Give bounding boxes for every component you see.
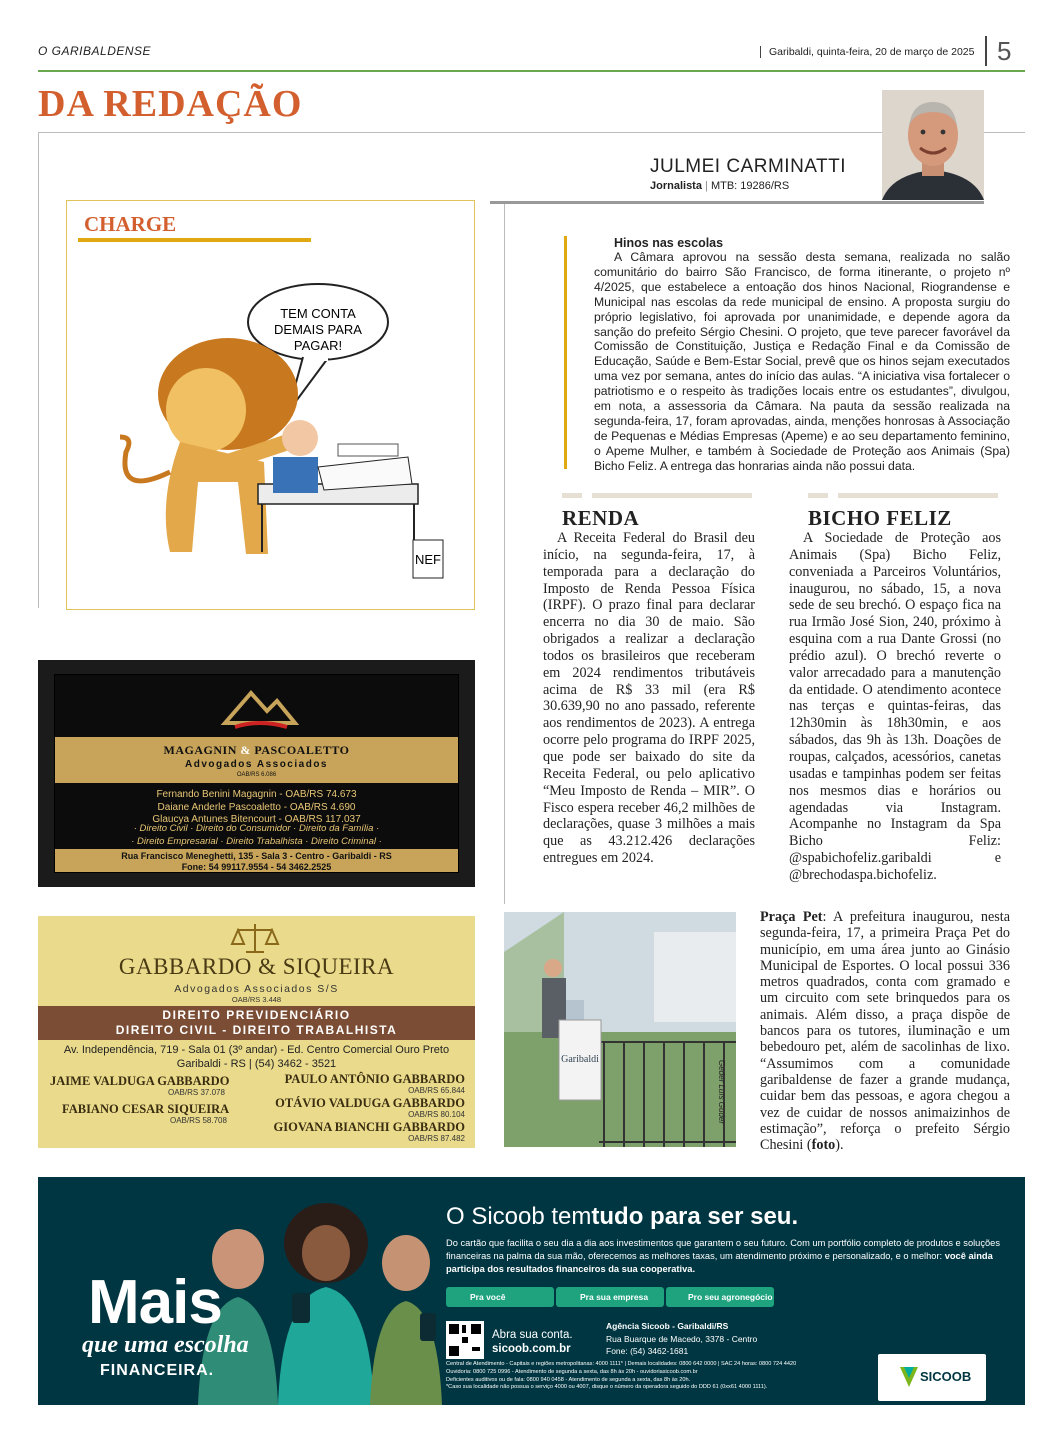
ad2-areas: DIREITO PREVIDENCIÁRIO DIREITO CIVIL - DIREITO TRABALHISTA (38, 1006, 475, 1040)
ad2-lawyer-5: GIOVANA BIANCHI GABBARDO (273, 1120, 465, 1134)
praca-pet-foto: foto (811, 1137, 836, 1154)
hinos-text: A Câmara aprovou na sessão desta semana, realizada no salão comunitário do bairro São Francisco, de forma itinerante, o projeto nº 4/2025, que estabelece a entoação dos hinos Nacional, Riograndense e Municipal nas escolas da rede municipal de ensino. A proposta surgiu do próprio legislativo, foi aprovada por unanimidade, e depende agora da sanção do prefeito Sérgio Chesini. O projeto, que teve parecer favorável da Comissão de Constituição, Justiça e Redação Final e da Comissão de Educação, Saúde e Bem-Estar Social, prevê que os hinos sejam executados uma vez por semana, antes do início das aulas. “A iniciativa visa fortalecer o patriotismo e o respeito às tradições locais entre os estudantes”, divulgou, em nota, a assessoria da Câmara. Na pauta da sessão realizada na segunda-feira, 17, foram aprovadas, ainda, menções honrosas à Associação de Pequenas e Médias Empresas (Apeme) e ao seu departamento feminino, o Apeme Mulher, e também à Sociedade de Proteção aos Animais (Spa) Bicho Feliz. A entrega das honrarias ainda não possui data. (594, 250, 1010, 473)
speech-line-2: DEMAIS PARA (274, 322, 362, 337)
ad1-sub: Advogados Associados (185, 759, 328, 770)
scales-icon (230, 920, 280, 956)
sicoob-headline: O Sicoob temtudo para ser seu. (446, 1203, 799, 1230)
author-mtb: MTB: 19286/RS (710, 180, 790, 192)
qr-code-icon[interactable] (446, 1321, 484, 1359)
ad1-oab: OAB/RS 6.086 (236, 772, 277, 778)
charge-title: CHARGE (84, 212, 177, 236)
sicoob-logo-text: SICOOB (920, 1369, 972, 1384)
charge-title-bar (78, 238, 311, 242)
header-rule (38, 70, 1025, 72)
open-account: Abra sua conta. (492, 1329, 573, 1341)
hinos-accent-bar (564, 236, 567, 469)
ad2-lawyer-3: PAULO ANTÔNIO GABBARDO (284, 1072, 465, 1086)
renda-deco-left (562, 493, 582, 498)
ad-magagnin[interactable] (38, 660, 475, 887)
ad2-lawyer-2: FABIANO CESAR SIQUEIRA (62, 1102, 230, 1116)
author-name: JULMEI CARMINATTI (650, 156, 847, 177)
ad1-firm-name: MAGAGNIN & PASCOALETTO (163, 743, 350, 757)
bicho-title: BICHO FELIZ (808, 506, 952, 530)
slogan-financeira: FINANCEIRA. (100, 1362, 215, 1379)
bicho-deco-right (838, 493, 998, 498)
renda-deco-right (592, 493, 752, 498)
ad-gabbardo[interactable] (38, 916, 475, 1148)
speech-line-3: PAGAR! (293, 338, 343, 353)
ad2-oab-1: OAB/RS 37.078 (168, 1088, 225, 1097)
ad1-lawyers: Fernando Benini Magagnin - OAB/RS 74.673 Daiane Anderle Pascoaletto - OAB/RS 4.690 Glaucya Antunes Bitencourt - OAB/RS 117.037 (55, 783, 458, 849)
renda-title: RENDA (562, 506, 640, 530)
sicoob-body: Do cartão que facilita o seu dia a dia aos investimentos que garantem o seu futuro. Com um portfólio completo de produtos e soluções financeiras na palma da sua mão, oferecemos as melhores taxas, um atendimento próximo e personalizado, e o melhor: você ainda participa dos resultados financeiros da sua cooperativa. (446, 1238, 1000, 1274)
ad1-areas: · Direito Civil · Direito do Consumidor · Direito da Família · · Direito Empresarial · Direito Trabalhista · Direito Criminal · (131, 823, 382, 847)
praca-pet-lead: Praça Pet (760, 909, 823, 925)
author-role: Jornalista | MTB: 19286/RS (650, 180, 790, 192)
edition-date: Garibaldi, quinta-feira, 20 de março de 2025 (760, 46, 974, 58)
section-title: DA REDAÇÃO (38, 83, 303, 125)
slogan-mais: Mais (88, 1268, 222, 1337)
slogan-escolha: que uma escolha (82, 1332, 249, 1358)
ad1-logo-area (55, 675, 458, 737)
praca-pet-photo (504, 912, 736, 1147)
photo-credit: Geder Luís Guder (717, 1060, 726, 1125)
pill-pra-voce[interactable]: Pra você (446, 1287, 554, 1307)
ad2-oab: OAB/RS 3.448 (231, 995, 282, 1004)
ad2-oab-5: OAB/RS 87.482 (408, 1134, 465, 1143)
cartoon-signature: NEF (415, 552, 441, 567)
speech-line-1: TEM CONTA (280, 306, 356, 321)
ad2-oab-3: OAB/RS 65.844 (408, 1086, 465, 1095)
left-rule (38, 133, 39, 608)
column-rule (504, 204, 505, 904)
section-rule (38, 132, 1025, 133)
agency-address: Rua Buarque de Macedo, 3378 - Centro (606, 1334, 758, 1344)
pill-agronegocio[interactable]: Pro seu agronegócio (666, 1287, 774, 1307)
pill-pra-empresa[interactable]: Pra sua empresa (556, 1287, 664, 1307)
ad2-oab-4: OAB/RS 80.104 (408, 1110, 465, 1119)
bicho-deco-left (808, 493, 828, 498)
ad2-firm-name: GABBARDO & SIQUEIRA (118, 954, 395, 979)
ad2-lawyer-4: OTÁVIO VALDUGA GABBARDO (275, 1096, 465, 1110)
praca-pet-text (760, 909, 1010, 1153)
ad2-address: Av. Independência, 719 - Sala 01 (3º andar) - Ed. Centro Comercial Ouro Preto Garibaldi - RS | (54) 3462 - 3521 (63, 1044, 450, 1070)
newspaper-name: O GARIBALDENSE (38, 44, 152, 58)
ad-sicoob[interactable] (38, 1177, 1025, 1405)
author-rule (490, 201, 984, 204)
bicho-text: A Sociedade de Proteção aos Animais (Spa) Bicho Feliz, conveniada a Parceiros Voluntários, inaugurou, no sábado, 15, a nova sede de seu brechó. O espaço fica na rua Irmão José Sion, 240, próximo à esquina com a rua Dante Grossi (no prédio azul). O brechó reverte o valor arrecadado para a manutenção da entidade. O atendimento acontece nas terças e quintas-feiras, das 12h30min às 18h30min, e aos sábados, das 9h às 13h. Doações de roupas, calçados, acessórios, canetas usadas e tampinhas podem ser feitas nos mesmos dias e horários ou agendadas via Instagram. Acompanhe no Instagram da Spa Bicho Feliz: @spabichofeliz.garibaldi e @brechodaspa.bichofeliz. (789, 530, 1001, 883)
agency-phone: Fone: (54) 3462-1681 (606, 1346, 689, 1356)
praca-pet-body: : A prefeitura inaugurou, nesta segunda-feira, 17, a primeira Praça Pet do município, em uma área junto ao Ginásio Municipal de Esportes. O local possui 336 metros quadrados, conta com gramado e um circuito com sete brinquedos para os animais. Além disso, a praça dispõe de bancos para os tutores, iluminação e um bebedouro pet, além de sacolinhas de lixo. “Assumimos com a comunidade garibaldense de fazer a grande mudança, cuidar bem das pessoas, e agora chegou a vez de cuidar de nossos animaizinhos de estimação”, reforça o prefeito Sérgio Chesini ( (760, 909, 1010, 1154)
ad2-oab-2: OAB/RS 58.708 (170, 1116, 227, 1125)
mountain-logo-icon (55, 675, 458, 737)
lectern-text: Garibaldi (561, 1054, 599, 1065)
page-number: 5 (985, 36, 1011, 66)
ad1-contact: Rua Francisco Meneghetti, 135 - Sala 3 - Centro - Garibaldi - RS Fone: 54 99117.9554 - 54 3462.2525 (121, 851, 392, 872)
ad2-sub: Advogados Associados S/S (174, 983, 339, 995)
sicoob-fine-print: Central de Atendimento - Capitais e regiões metropolitanas: 4000 1111* | Demais localidades: 0800 642 0000 | SAC 24 horas: 0800 724 4420 Ouvidoria: 0800 725 0996 - Atendimento de segunda a sexta, das 8h às 20h - ouvidoriasicoob.com.br Deficientes auditivos ou de fala: 0800 940 0458 - Atendimento de segunda a sexta, das 8h às 20h. *Caso sua localidade não possua o serviço 4000 ou 4007, disque o número da operadora seguido do DDD 61 (0xx61 4000 1111). (446, 1361, 797, 1391)
ad2-lawyer-1: JAIME VALDUGA GABBARDO (50, 1074, 230, 1088)
sicoob-logo (878, 1354, 986, 1401)
praca-pet-end: ). (835, 1137, 844, 1154)
author-photo (882, 90, 984, 200)
hinos-title: Hinos nas escolas (614, 236, 724, 250)
sicoob-url[interactable]: sicoob.com.br (492, 1343, 571, 1355)
agency-title: Agência Sicoob - Garibaldi/RS (606, 1321, 729, 1331)
cartoon-illustration (88, 262, 450, 586)
author-job: Jornalista (650, 180, 702, 192)
renda-text: A Receita Federal do Brasil deu início, na segunda-feira, 17, à temporada para a declaração do Imposto de Renda Pessoa Física (IRPF). O prazo final para declarar encerra no dia 30 de maio. São obrigados a realizar a declaração todos os brasileiros que receberam em 2024 rendimentos tributáveis acima de R$ 33 mil (era R$ 30.639,90 no ano passado, referente aos rendimentos de 2023). A entrega ocorre pelo programa do IRPF 2025, que pode ser baixado do site da Receita Federal, ou pelo aplicativo “Meu Imposto de Renda – MIR”. O Fisco espera receber 46,2 milhões de declarações, quase 3 milhões a mais que as 43.212.426 declarações entregues em 2024. (543, 530, 755, 867)
sicoob-mark-icon (900, 1367, 918, 1387)
